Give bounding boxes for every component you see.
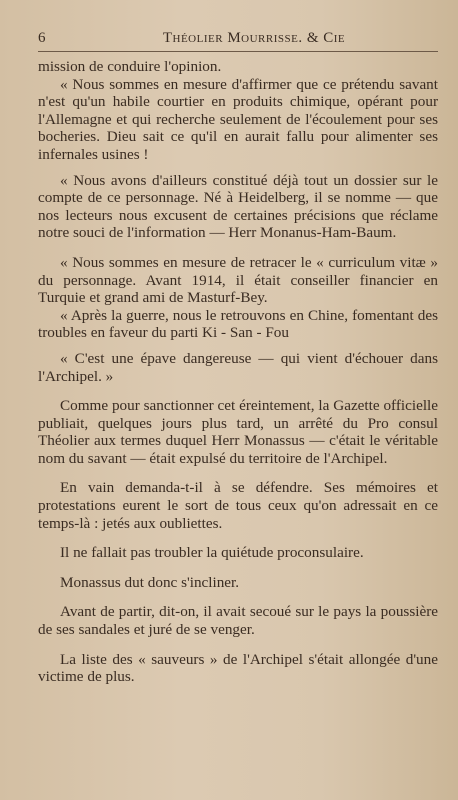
page-header xyxy=(38,30,438,47)
paragraph: mission de conduire l'opinion. xyxy=(38,58,222,75)
running-head: Théolier Mourrisse. & Cie xyxy=(162,30,346,46)
paragraph: Il ne fallait pas troubler la quiétude proconsulaire. xyxy=(60,544,364,562)
paragraph: La liste des « sauveurs » de l'Archipel s'était allongée d'une victime de plus. xyxy=(38,650,438,686)
header-rule xyxy=(38,51,438,52)
paragraph: « Nous avons d'ailleurs constitué déjà tout un dossier sur le compte de ce personnage. Né à Heidelberg, il se nomme — que nos lecteurs nous excusent de certaines précisions que réclame notre souci de l'information — Herr Monanus-Ham-Baum. xyxy=(38,171,438,242)
paragraph: Avant de partir, dit-on, il avait secoué sur le pays la poussière de ses sandales et juré de se venger. xyxy=(38,603,438,639)
paragraph: « Nous sommes en mesure d'affirmer que ce prétendu savant n'est qu'un habile courtier en produits chimique, opérant pour l'Allemagne et qui recherche seulement de l'écoulement pour ses bocheries. Dieu sait ce qu'il en aurait fallu pour alimenter ses infernales usines ! xyxy=(38,75,438,163)
paragraph: En vain demanda-t-il à se défendre. Ses mémoires et protestations eurent le sort de tous ceux qu'on adressait en ce temps-là : jetés aux oubliettes. xyxy=(38,479,438,532)
page-number: 6 xyxy=(38,30,46,46)
paragraph: Comme pour sanctionner cet éreintement, la Gazette officielle publiait, quelques jours plus tard, un arrêté du Pro consul Théolier aux termes duquel Herr Monassus — c'était le véritable nom du savant — était expulsé du territoire de l'Archipel. xyxy=(38,397,438,467)
paragraph: « C'est une épave dangereuse — qui vient d'échouer dans l'Archipel. » xyxy=(38,349,438,385)
body-text xyxy=(38,58,438,686)
paragraph: « Nous sommes en mesure de retracer le « curriculum vitæ » du personnage. Avant 1914, il était conseiller financier en Turquie et grand ami de Masturf-Bey. xyxy=(38,253,438,307)
paragraph: « Après la guerre, nous le retrouvons en Chine, fomentant des troubles en faveur du parti Ki - San - Fou xyxy=(38,306,438,342)
paragraph: Monassus dut donc s'incliner. xyxy=(60,573,240,591)
